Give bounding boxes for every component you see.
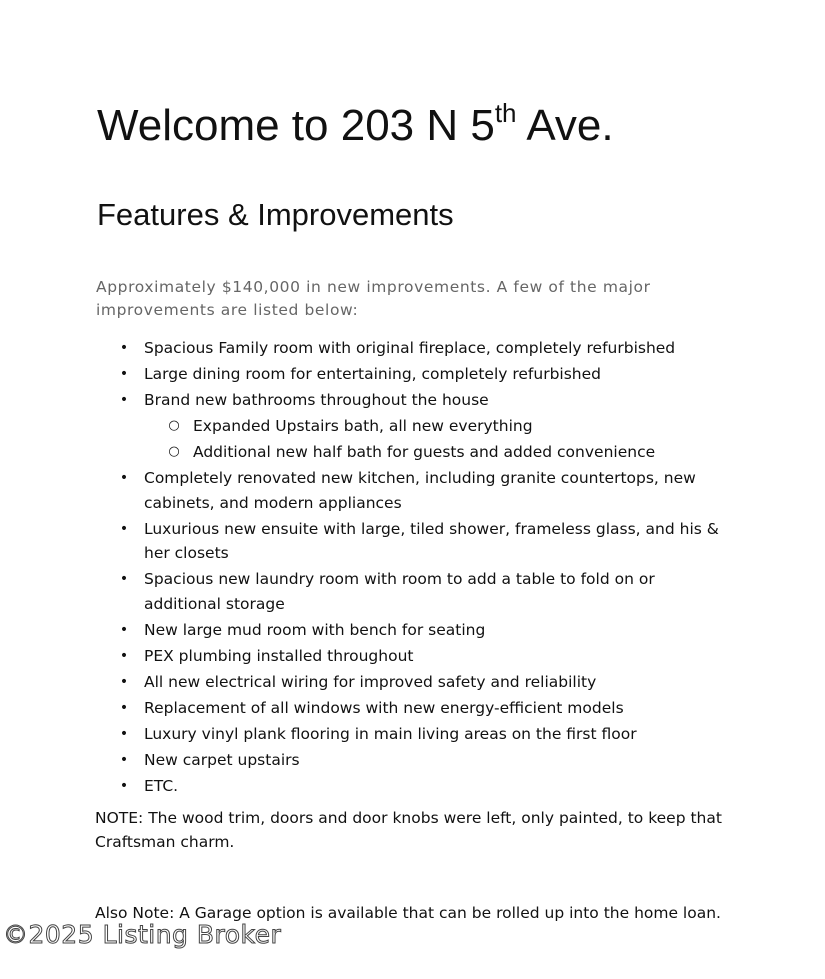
title-end: Ave.: [516, 101, 614, 150]
bullet-icon: •: [119, 366, 129, 382]
list-item-text: Luxury vinyl plank flooring in main living areas on the first floor: [144, 724, 637, 743]
list-item: [0, 517, 734, 566]
bullet-icon: •: [119, 470, 129, 486]
also-note-paragraph: Also Note: A Garage option is available that can be rolled up into the home loan.: [95, 904, 721, 922]
list-item: [0, 722, 734, 747]
list-item: [0, 567, 734, 616]
list-item: [0, 362, 734, 387]
list-item-text: New large mud room with bench for seating: [144, 620, 486, 639]
bullet-icon: •: [119, 647, 129, 664]
sub-list-item: [0, 440, 753, 465]
list-item-text: PEX plumbing installed throughout: [144, 646, 414, 665]
list-item: [0, 618, 734, 643]
copyright-watermark: ©2025 Listing Broker: [3, 920, 282, 949]
list-item: [0, 696, 734, 721]
list-item-text: ETC.: [144, 776, 179, 795]
title-superscript: th: [494, 98, 517, 128]
note-paragraph: NOTE: The wood trim, doors and door knobs were left, only painted, to keep that Craftsman charm.: [95, 809, 722, 851]
list-item: [0, 670, 734, 695]
bullet-icon: •: [119, 520, 129, 537]
title-main: Welcome to 203 N 5: [97, 101, 495, 150]
bullet-icon: •: [119, 571, 129, 587]
list-item-text: Spacious Family room with original fireplace, completely refurbished: [144, 339, 676, 357]
list-item-text: Spacious new laundry room with room to add a table to fold on or additional storage: [144, 570, 655, 613]
list-item-text: All new electrical wiring for improved safety and reliability: [144, 672, 597, 691]
page-title: [97, 96, 614, 161]
bullet-icon: •: [119, 699, 129, 716]
list-item: [0, 644, 734, 669]
list-item: [0, 336, 734, 361]
list-item-text: Replacement of all windows with new energy-efficient models: [144, 698, 624, 717]
bullet-icon: •: [119, 777, 129, 794]
bullet-icon: •: [119, 673, 129, 690]
list-item-text: Completely renovated new kitchen, including granite countertops, new cabinets, and modern appliances: [144, 469, 696, 512]
features-list: [0, 336, 825, 800]
circle-bullet-icon: ○: [168, 418, 180, 433]
list-item: [0, 748, 734, 773]
list-item-text: Expanded Upstairs bath, all new everything: [193, 417, 533, 435]
sub-list-item: [0, 414, 753, 439]
bullet-icon: •: [119, 621, 129, 638]
bullet-icon: •: [119, 725, 129, 742]
list-item-text: Large dining room for entertaining, completely refurbished: [144, 365, 601, 383]
list-item-text: Luxurious new ensuite with large, tiled shower, frameless glass, and his & her closets: [144, 519, 719, 562]
bullet-icon: •: [119, 340, 129, 356]
section-heading: Features & Improvements: [97, 197, 454, 232]
circle-bullet-icon: ○: [168, 444, 180, 459]
list-item-text: Brand new bathrooms throughout the house: [144, 391, 489, 409]
bullet-icon: •: [119, 392, 129, 408]
list-item-text: New carpet upstairs: [144, 750, 300, 769]
list-item: [0, 388, 734, 413]
bullet-icon: •: [119, 751, 129, 768]
intro-paragraph: Approximately $140,000 in new improvements. A few of the major improvements are listed below:: [96, 278, 651, 319]
list-item: [0, 466, 734, 515]
list-item-text: Additional new half bath for guests and added convenience: [193, 443, 656, 461]
list-item: [0, 774, 734, 799]
